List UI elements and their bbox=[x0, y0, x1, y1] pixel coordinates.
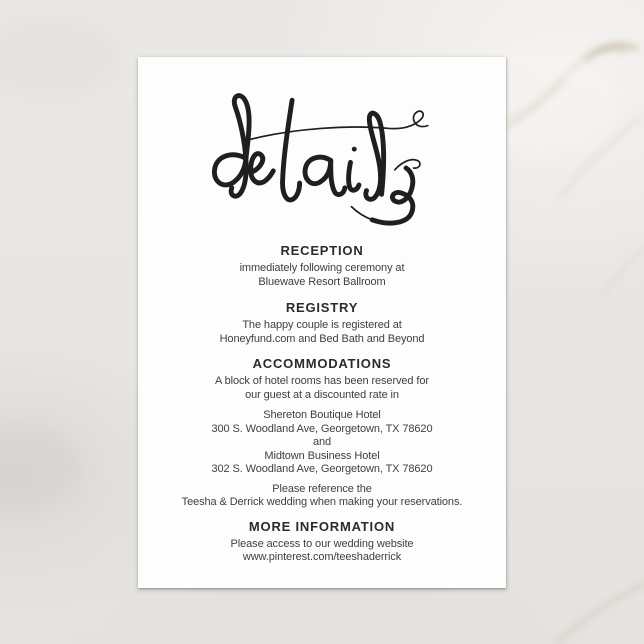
reception-venue-text: Bluewave Resort Ballroom bbox=[258, 275, 386, 288]
hotel-list bbox=[138, 409, 506, 477]
registry-section bbox=[138, 300, 506, 346]
more-information-heading: MORE INFORMATION bbox=[248, 518, 396, 534]
more-information-section bbox=[138, 519, 506, 565]
details-card bbox=[138, 57, 506, 588]
card-title-script bbox=[208, 87, 444, 233]
hotel-list-joiner: and bbox=[312, 436, 332, 448]
hotel-1-name: Shereton Boutique Hotel bbox=[263, 409, 381, 421]
reservation-reference-note bbox=[138, 483, 506, 510]
hotel-2-name: Midtown Business Hotel bbox=[264, 449, 380, 462]
reference-note-line-2: Teesha & Derrick wedding when making your reservations. bbox=[181, 496, 463, 508]
accommodations-intro-line-2: our guest at a discounted rate in bbox=[245, 388, 399, 401]
registry-heading: REGISTRY bbox=[285, 300, 359, 315]
wedding-website-note: Please access to our wedding website bbox=[230, 537, 414, 550]
accommodations-heading: ACCOMMODATIONS bbox=[252, 356, 392, 371]
reception-section bbox=[138, 243, 506, 289]
hotel-2-address: 302 S. Woodland Ave, Georgetown, TX 78620 bbox=[211, 463, 433, 475]
details-script-lettering bbox=[208, 87, 444, 233]
accommodations-section bbox=[138, 356, 506, 510]
reception-heading: RECEPTION bbox=[280, 243, 364, 258]
accommodations-intro-line-1: A block of hotel rooms has been reserved for bbox=[215, 375, 429, 387]
registry-intro-text: The happy couple is registered at bbox=[242, 319, 402, 331]
reception-timing-text: immediately following ceremony at bbox=[239, 262, 405, 274]
hotel-1-address: 300 S. Woodland Ave, Georgetown, TX 78620 bbox=[211, 422, 433, 435]
registry-stores-text: Honeyfund.com and Bed Bath and Beyond bbox=[219, 332, 425, 345]
reference-note-line-1: Please reference the bbox=[272, 482, 372, 495]
wedding-website-url: www.pinterest.com/teeshaderrick bbox=[242, 551, 402, 563]
